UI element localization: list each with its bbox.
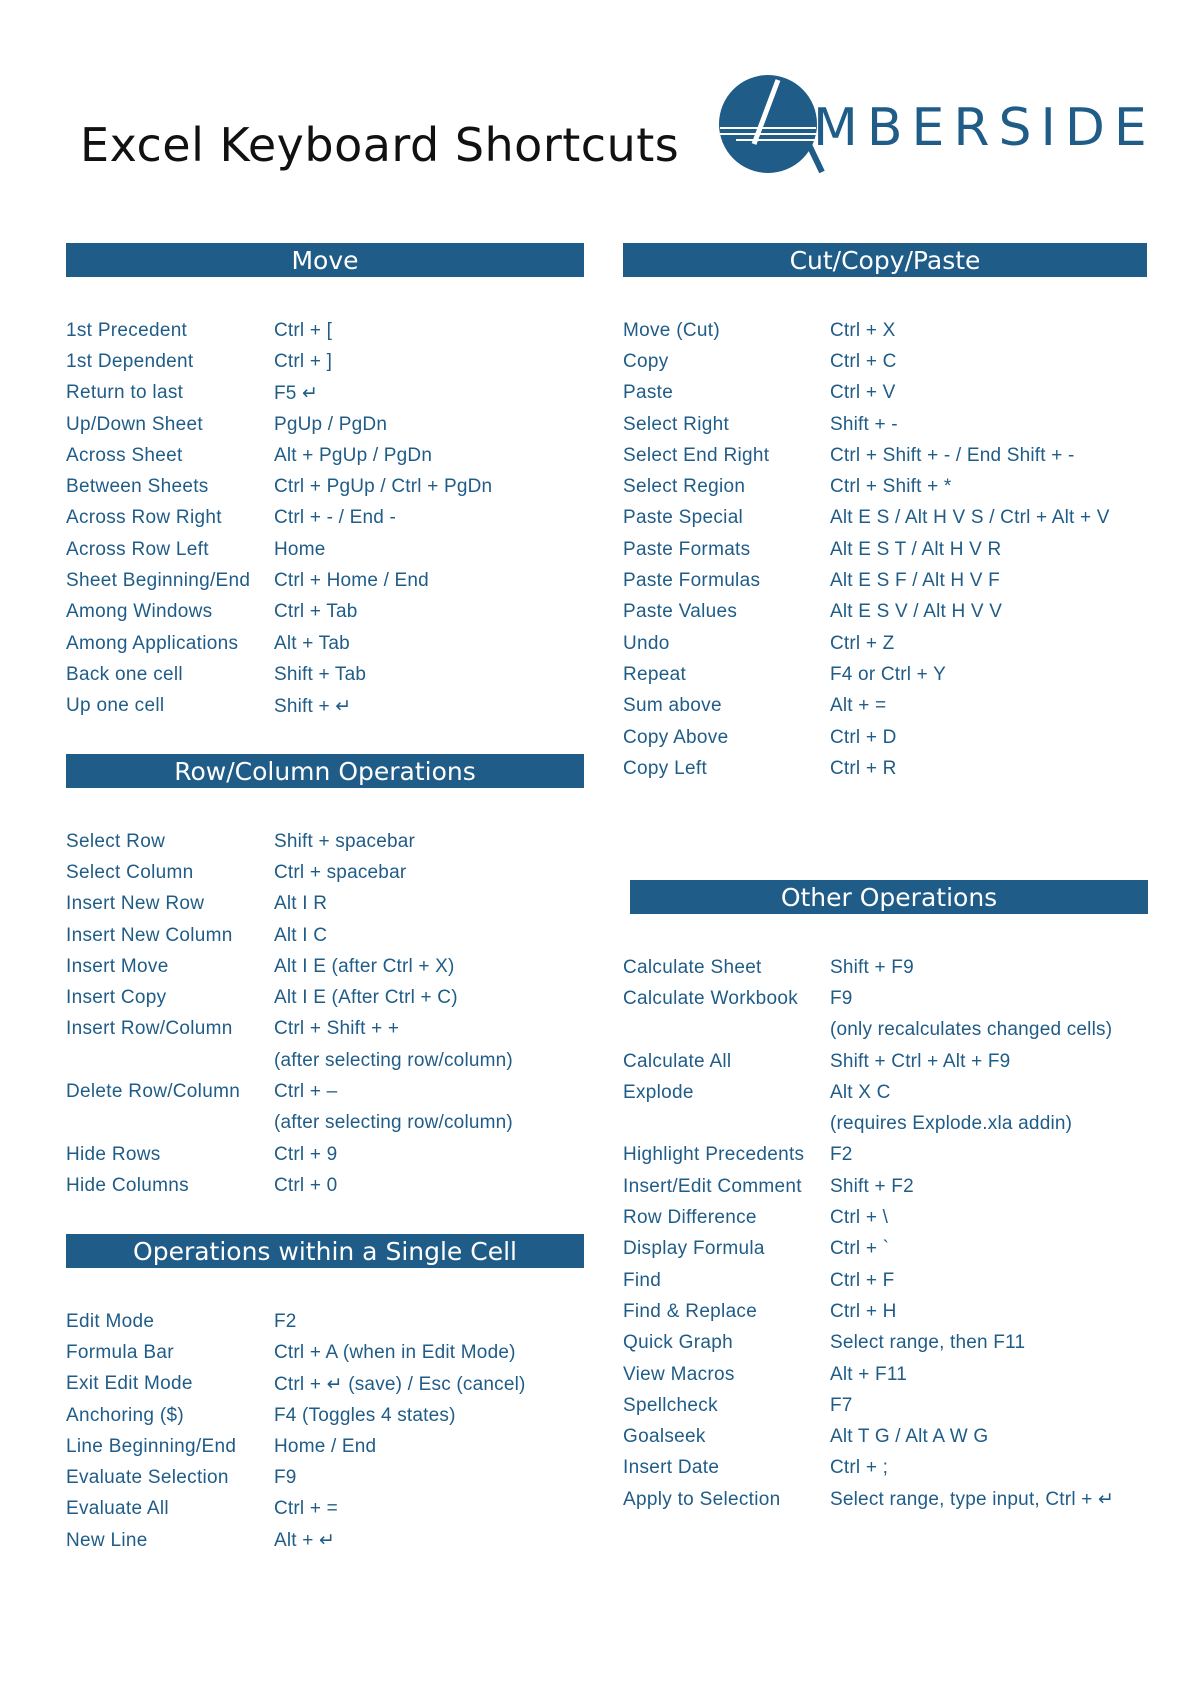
shortcut-label: Hide Columns — [66, 1174, 189, 1196]
shortcut-keys: Shift + - — [830, 413, 898, 435]
shortcut-label: Copy Left — [623, 757, 708, 779]
shortcut-label: Delete Row/Column — [66, 1081, 241, 1103]
shortcut-keys: Ctrl + Z — [830, 632, 895, 654]
shortcut-row — [66, 597, 584, 628]
shortcut-row — [623, 503, 1147, 534]
shortcut-label: Calculate Workbook — [623, 987, 799, 1009]
shortcut-row — [623, 1234, 1148, 1265]
shortcut-row — [66, 1525, 584, 1556]
shortcut-label: Insert Row/Column — [66, 1018, 233, 1040]
shortcut-keys: Alt I E (after Ctrl + X) — [274, 955, 455, 977]
shortcut-label: Highlight Precedents — [623, 1144, 805, 1166]
shortcut-label: Undo — [623, 632, 670, 654]
shortcut-keys: Ctrl + C — [830, 350, 897, 372]
shortcut-keys: F4 (Toggles 4 states) — [274, 1404, 456, 1426]
shortcut-keys: F2 — [830, 1144, 853, 1166]
shortcut-row — [623, 440, 1147, 471]
shortcut-label: Move (Cut) — [623, 319, 720, 341]
shortcut-row — [623, 1390, 1148, 1421]
shortcut-keys: Ctrl + R — [830, 757, 897, 779]
shortcut-keys: Alt I R — [274, 893, 328, 915]
shortcut-label: Explode — [623, 1081, 694, 1103]
shortcut-row — [66, 1139, 584, 1170]
shortcut-row — [623, 691, 1147, 722]
shortcut-label: Paste Formats — [623, 538, 751, 560]
shortcut-row — [66, 1462, 584, 1493]
shortcut-keys: Ctrl + 9 — [274, 1143, 338, 1165]
shortcut-label: Sum above — [623, 695, 722, 717]
shortcut-row — [623, 378, 1147, 409]
shortcut-keys: (only recalculates changed cells) — [830, 1019, 1113, 1041]
shortcut-label: Find — [623, 1269, 662, 1291]
shortcut-keys: Alt E S F / Alt H V F — [830, 570, 1000, 592]
shortcut-label: Paste Formulas — [623, 570, 761, 592]
shortcut-row — [66, 1369, 584, 1400]
shortcut-row — [66, 691, 584, 722]
shortcut-keys: Shift + Tab — [274, 663, 367, 685]
amberside-logo-mark — [718, 74, 828, 174]
shortcut-row — [66, 920, 584, 951]
shortcut-label: Goalseek — [623, 1426, 706, 1448]
shortcut-label: Insert Copy — [66, 987, 167, 1009]
shortcut-keys: Alt + = — [830, 695, 887, 717]
shortcut-label: Select End Right — [623, 444, 770, 466]
shortcut-label: Insert New Column — [66, 924, 233, 946]
shortcut-row — [623, 471, 1147, 502]
shortcut-row — [66, 409, 584, 440]
shortcut-row — [623, 565, 1147, 596]
shortcut-row — [66, 315, 584, 346]
section-row-column — [66, 754, 584, 1202]
shortcut-row — [66, 440, 584, 471]
section-cut-copy-paste — [623, 243, 1147, 784]
shortcut-row — [66, 1014, 584, 1045]
shortcut-list-move — [66, 315, 584, 722]
shortcut-row — [623, 1140, 1148, 1171]
shortcut-keys: Ctrl + PgUp / Ctrl + PgDn — [274, 476, 493, 498]
shortcut-row — [66, 628, 584, 659]
shortcut-list-row-column — [66, 826, 584, 1202]
shortcut-row — [623, 753, 1147, 784]
amberside-logo-text: MBERSIDE — [813, 98, 1156, 158]
shortcut-keys: (requires Explode.xla addin) — [830, 1113, 1073, 1135]
shortcut-row — [66, 857, 584, 888]
shortcut-row — [623, 1328, 1148, 1359]
shortcut-label: Return to last — [66, 382, 184, 404]
shortcut-keys: Ctrl + \ — [830, 1207, 889, 1229]
shortcut-label: Row Difference — [623, 1207, 757, 1229]
shortcut-label: Among Windows — [66, 601, 213, 623]
shortcut-row — [66, 1170, 584, 1201]
shortcut-keys: Ctrl + ` — [830, 1238, 890, 1260]
shortcut-keys: Ctrl + X — [830, 319, 896, 341]
shortcut-label: Select Region — [623, 476, 746, 498]
shortcut-row — [623, 409, 1147, 440]
section-single-cell — [66, 1234, 584, 1556]
shortcut-keys: Alt I E (After Ctrl + C) — [274, 987, 458, 1009]
shortcut-keys: Home / End — [274, 1435, 377, 1457]
shortcut-label: Across Row Left — [66, 538, 209, 560]
shortcut-row — [623, 1453, 1148, 1484]
shortcut-label: Copy Above — [623, 726, 729, 748]
shortcut-keys: Ctrl + ↵ (save) / Esc (cancel) — [274, 1373, 526, 1395]
shortcut-label: Find & Replace — [623, 1300, 758, 1322]
shortcut-keys: Ctrl + 0 — [274, 1174, 338, 1196]
shortcut-keys: Ctrl + ] — [274, 350, 333, 372]
shortcut-row — [66, 565, 584, 596]
shortcut-row — [66, 659, 584, 690]
shortcut-label: Across Row Right — [66, 507, 222, 529]
shortcut-label: 1st Precedent — [66, 319, 188, 341]
shortcut-label: Paste — [623, 382, 674, 404]
shortcut-label: Spellcheck — [623, 1394, 718, 1416]
shortcut-keys: Shift + Ctrl + Alt + F9 — [830, 1050, 1011, 1072]
shortcut-row — [66, 471, 584, 502]
shortcut-row — [66, 1306, 584, 1337]
shortcut-label: Select Right — [623, 413, 730, 435]
shortcut-row — [66, 1337, 584, 1368]
shortcut-keys: Select range, type input, Ctrl + ↵ — [830, 1489, 1115, 1511]
section-header-row-column: Row/Column Operations — [66, 754, 584, 788]
shortcut-keys: F7 — [830, 1394, 853, 1416]
shortcut-label: 1st Dependent — [66, 350, 194, 372]
shortcut-row — [623, 1359, 1148, 1390]
shortcut-row — [66, 889, 584, 920]
shortcut-keys: Alt + ↵ — [274, 1530, 336, 1552]
shortcut-keys: Select range, then F11 — [830, 1332, 1026, 1354]
shortcut-keys: Alt X C — [830, 1081, 891, 1103]
shortcut-label: Insert/Edit Comment — [623, 1175, 802, 1197]
shortcut-keys: Ctrl + Shift + + — [274, 1018, 400, 1040]
shortcut-label: View Macros — [623, 1363, 735, 1385]
shortcut-keys: Ctrl + Home / End — [274, 570, 429, 592]
shortcut-keys: Shift + F2 — [830, 1175, 914, 1197]
shortcut-label: New Line — [66, 1529, 148, 1551]
shortcut-row — [623, 315, 1147, 346]
shortcut-label: Among Applications — [66, 632, 239, 654]
shortcut-row — [623, 1296, 1148, 1327]
shortcut-label: Select Row — [66, 830, 166, 852]
page-title: Excel Keyboard Shortcuts — [80, 118, 680, 172]
shortcut-row — [66, 951, 584, 982]
shortcut-label: Quick Graph — [623, 1332, 733, 1354]
shortcut-row — [66, 346, 584, 377]
shortcut-label: Insert Move — [66, 955, 169, 977]
shortcut-label: Line Beginning/End — [66, 1435, 237, 1457]
shortcut-label: Insert New Row — [66, 893, 205, 915]
shortcut-row — [623, 659, 1147, 690]
shortcut-keys: PgUp / PgDn — [274, 413, 388, 435]
shortcut-keys: Shift + spacebar — [274, 830, 416, 852]
shortcut-row — [623, 952, 1148, 983]
shortcut-row — [623, 346, 1147, 377]
shortcut-label: Hide Rows — [66, 1143, 161, 1165]
shortcut-label: Copy — [623, 350, 669, 372]
shortcut-label: Apply to Selection — [623, 1488, 781, 1510]
shortcut-label: Calculate Sheet — [623, 956, 762, 978]
shortcut-label: Anchoring ($) — [66, 1404, 184, 1426]
section-header-cut-copy-paste: Cut/Copy/Paste — [623, 243, 1147, 277]
shortcut-label: Back one cell — [66, 663, 183, 685]
shortcut-list-cut-copy-paste — [623, 315, 1147, 784]
shortcut-keys: F9 — [274, 1467, 297, 1489]
shortcut-keys: Shift + F9 — [830, 956, 914, 978]
shortcut-keys: Ctrl + – — [274, 1081, 338, 1103]
shortcut-keys: Ctrl + = — [274, 1498, 338, 1520]
shortcut-label: Evaluate All — [66, 1498, 169, 1520]
shortcut-label: Up one cell — [66, 695, 165, 717]
shortcut-label: Sheet Beginning/End — [66, 570, 251, 592]
shortcut-label: Insert Date — [623, 1457, 720, 1479]
shortcut-row — [623, 1108, 1148, 1139]
shortcut-keys: Ctrl + Tab — [274, 601, 358, 623]
shortcut-keys: Alt + PgUp / PgDn — [274, 444, 433, 466]
shortcut-row — [66, 826, 584, 857]
shortcut-keys: Ctrl + Shift + - / End Shift + - — [830, 444, 1075, 466]
shortcut-row — [66, 1431, 584, 1462]
shortcut-label: Formula Bar — [66, 1341, 174, 1363]
section-header-other: Other Operations — [630, 880, 1148, 914]
shortcut-keys: Ctrl + H — [830, 1300, 897, 1322]
shortcut-label: Repeat — [623, 663, 687, 685]
shortcut-keys: Alt + Tab — [274, 632, 350, 654]
shortcut-keys: Ctrl + - / End - — [274, 507, 396, 529]
section-header-move: Move — [66, 243, 584, 277]
shortcut-row — [66, 1076, 584, 1107]
shortcut-label: Select Column — [66, 861, 194, 883]
shortcut-label: Paste Values — [623, 601, 738, 623]
shortcut-row — [66, 1045, 584, 1076]
shortcut-keys: F2 — [274, 1310, 297, 1332]
shortcut-label: Exit Edit Mode — [66, 1373, 193, 1395]
shortcut-label: Paste Special — [623, 507, 744, 529]
shortcut-row — [623, 1202, 1148, 1233]
shortcut-keys: F9 — [830, 987, 853, 1009]
section-header-single-cell: Operations within a Single Cell — [66, 1234, 584, 1268]
shortcut-row — [623, 1015, 1148, 1046]
section-other — [623, 880, 1148, 1515]
shortcut-row — [623, 628, 1147, 659]
shortcut-keys: Alt E S V / Alt H V V — [830, 601, 1003, 623]
shortcut-row — [623, 1046, 1148, 1077]
shortcut-label: Edit Mode — [66, 1310, 155, 1332]
shortcut-keys: Ctrl + spacebar — [274, 861, 407, 883]
amberside-logo — [718, 74, 1158, 174]
shortcut-label: Display Formula — [623, 1238, 765, 1260]
shortcut-row — [623, 722, 1147, 753]
shortcut-row — [66, 503, 584, 534]
section-move — [66, 243, 584, 722]
shortcut-row — [66, 378, 584, 409]
shortcut-label: Between Sheets — [66, 476, 209, 498]
shortcut-keys: (after selecting row/column) — [274, 1112, 513, 1134]
shortcut-row — [66, 534, 584, 565]
shortcut-row — [623, 534, 1147, 565]
shortcut-keys: (after selecting row/column) — [274, 1049, 513, 1071]
shortcut-row — [66, 1494, 584, 1525]
shortcut-row — [623, 1171, 1148, 1202]
shortcut-keys: Ctrl + D — [830, 726, 897, 748]
shortcut-keys: Home — [274, 538, 326, 560]
shortcut-row — [623, 597, 1147, 628]
shortcut-keys: F5 ↵ — [274, 382, 319, 404]
shortcut-row — [66, 1400, 584, 1431]
shortcut-keys: Ctrl + A (when in Edit Mode) — [274, 1341, 516, 1363]
shortcut-row — [623, 1484, 1148, 1515]
shortcut-keys: F4 or Ctrl + Y — [830, 663, 946, 685]
shortcut-keys: Alt E S / Alt H V S / Ctrl + Alt + V — [830, 507, 1110, 529]
shortcut-keys: Alt I C — [274, 924, 328, 946]
shortcut-label: Evaluate Selection — [66, 1467, 229, 1489]
shortcut-keys: Ctrl + V — [830, 382, 896, 404]
shortcut-row — [66, 982, 584, 1013]
shortcut-label: Calculate All — [623, 1050, 732, 1072]
shortcut-row — [623, 1077, 1148, 1108]
shortcut-row — [623, 983, 1148, 1014]
shortcut-row — [623, 1265, 1148, 1296]
shortcut-keys: Shift + ↵ — [274, 695, 352, 717]
shortcut-row — [623, 1421, 1148, 1452]
shortcut-keys: Ctrl + [ — [274, 319, 333, 341]
shortcut-label: Up/Down Sheet — [66, 413, 203, 435]
shortcut-keys: Alt + F11 — [830, 1363, 907, 1385]
shortcut-list-single-cell — [66, 1306, 584, 1556]
shortcut-keys: Ctrl + ; — [830, 1457, 889, 1479]
shortcut-list-other — [623, 952, 1148, 1515]
shortcut-keys: Alt E S T / Alt H V R — [830, 538, 1002, 560]
shortcut-label: Across Sheet — [66, 444, 183, 466]
shortcut-keys: Ctrl + F — [830, 1269, 895, 1291]
shortcut-keys: Alt T G / Alt A W G — [830, 1426, 989, 1448]
shortcut-row — [66, 1108, 584, 1139]
shortcut-keys: Ctrl + Shift + * — [830, 476, 952, 498]
